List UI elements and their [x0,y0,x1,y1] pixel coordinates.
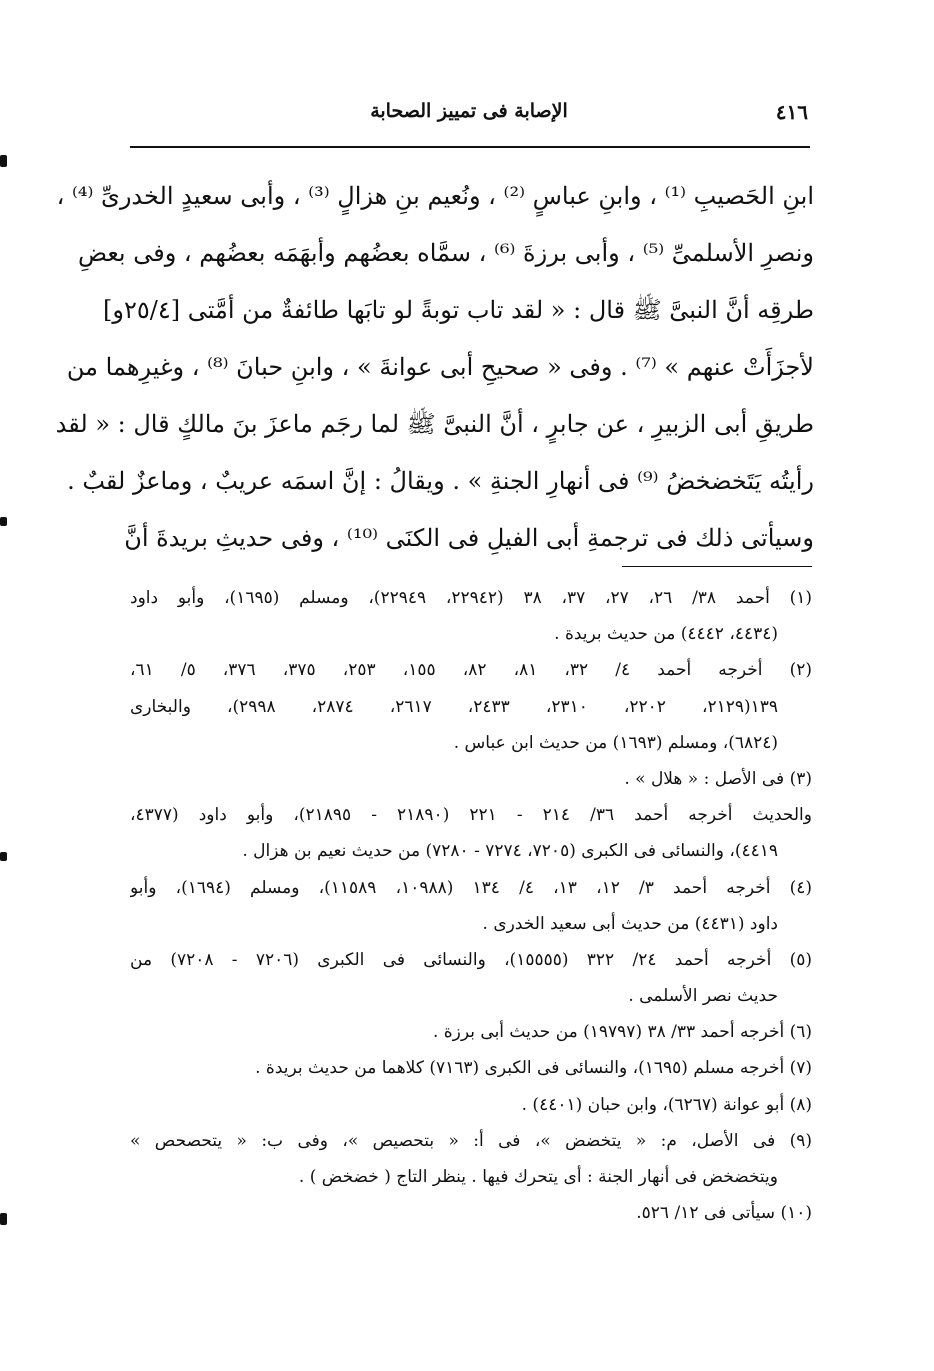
footnote-4-line: داود (٤٤٣١) من حديث أبى سعيد الخدرى . [482,913,778,934]
footnote-2-line: (٢) أخرجه أحمد ٤/ ٣٢، ٨١، ٨٢، ١٥٥، ٢٥٣، ٣٧٥، ٣٧٦، ٥/ ٦١، [130,660,812,681]
footnote-6-line: (٦) أخرجه أحمد ٣٣/ ٣٨ (١٩٧٩٧) من حديث أبى برزة . [432,1022,812,1043]
scan-edge-mark [0,155,7,167]
main-text-line: طرقِه أنَّ النبىَّ ﷺ قال : « لقد تاب توبةً لو تابَها طائفةٌ من أمَّتى [٢٥/٤و] [103,296,814,324]
main-text-line: ابنِ الحَصيبِ ⁽¹⁾ ، وابنِ عباسٍ ⁽²⁾ ، ونُعيم بنِ هزالٍ ⁽³⁾ ، وأبى سعيدٍ الخدرىِّ ⁽⁴⁾ ، [56,182,814,210]
running-header [130,100,808,134]
footnote-8-line: (٨) أبو عوانة (٦٢٦٧)، وابن حبان (٤٤٠١) . [521,1094,812,1115]
footnote-7-line: (٧) أخرجه مسلم (١٦٩٥)، والنسائى فى الكبرى (٧١٦٣) كلاهما من حديث بريدة . [255,1058,812,1079]
main-text-line: طريقِ أبى الزبيرِ ، عن جابرٍ ، أنَّ النبىَّ ﷺ لما رجَم ماعزَ بنَ مالكٍ قال : « لقد [55,410,814,438]
scan-edge-mark [0,517,7,526]
footnote-4-line: (٤) أخرجه أحمد ٣/ ١٢، ١٣، ٤/ ١٣٤ (١٠٩٨٨، ١١٥٨٩)، ومسلم (١٦٩٤)، وأبو [130,877,812,898]
main-text-line: ونصرِ الأسلمىِّ ⁽⁵⁾ ، وأبى برزةَ ⁽⁶⁾ ، سمَّاه بعضُهم وأبهَمَه بعضُهم ، وفى بعضِ [77,239,814,267]
footnote-3-line: والحديث أخرجه أحمد ٣٦/ ٢١٤ - ٢٢١ (٢١٨٩٠ - ٢١٨٩٥)، وأبو داود (٤٣٧٧، [130,805,812,826]
footnote-10-line: (١٠) سيأتى فى ١٢/ ٥٢٦. [636,1203,812,1224]
main-text-line: رأيتُه يَتَخضخضُ ⁽⁹⁾ فى أنهارِ الجنةِ » . ويقالُ : إنَّ اسمَه عريبٌ ، وماعزٌ لقبٌ . [67,467,814,495]
footnote-separator [622,566,812,567]
footnote-9-line: ويتخضخض فى أنهار الجنة : أى يتحرك فيها . ينظر التاج ( خضخض ) . [298,1167,778,1187]
scan-edge-mark [0,852,7,861]
footnote-5-line: (٥) أخرجه أحمد ٢٤/ ٣٢٢ (١٥٥٥٥)، والنسائى فى الكبرى (٧٢٠٦ - ٧٢٠٨) من [130,949,812,970]
main-text-line: لأجزَأَتْ عنهم » ⁽⁷⁾ . وفى « صحيحِ أبى عوانةَ » ، وابنِ حبانَ ⁽⁸⁾ ، وغيرِهما من [66,353,814,381]
footnote-3-line: (٣) فى الأصل : « هلال » . [624,768,812,789]
main-text-line: وسيأتى ذلك فى ترجمةِ أبى الفيلِ فى الكنَى ⁽¹⁰⁾ ، وفى حديثِ بريدةَ أنَّ [124,524,814,552]
footnote-5-line: حديث نصر الأسلمى . [628,986,778,1007]
scan-edge-mark [0,1213,7,1225]
footnote-1-line: (١) أحمد ٣٨/ ٢٦، ٢٧، ٣٧، ٣٨ (٢٢٩٤٢، ٢٢٩٤٩)، ومسلم (١٦٩٥)، وأبو داود [130,588,812,608]
page-number: ٤١٦ [775,100,808,124]
footnote-9-line: (٩) فى الأصل، م: « يتخضض »، فى أ: « بتحصيص »، وفى ب: « يتحصحص » [130,1130,812,1151]
book-title: الإصابة فى تمييز الصحابة [370,100,568,122]
footnote-1-line: (٤٤٣٤، ٤٤٤٢) من حديث بريدة . [554,624,778,645]
footnote-2-line: (٦٨٢٤)، ومسلم (١٦٩٣) من حديث ابن عباس . [453,732,778,753]
footnote-2-line: ١٣٩(٢١٢٩، ٢٢٠٢، ٢٣١٠، ٢٤٣٣، ٢٦١٧، ٢٨٧٤، ٢٩٩٨)، والبخارى [130,696,779,717]
footnotes [130,580,812,1231]
header-rule [130,146,810,148]
main-text [55,168,814,567]
footnote-3-line: ٤٤١٩)، والنسائى فى الكبرى (٧٢٠٥، ٧٢٧٤ - ٧٢٨٠) من حديث نعيم بن هزال . [242,841,778,862]
